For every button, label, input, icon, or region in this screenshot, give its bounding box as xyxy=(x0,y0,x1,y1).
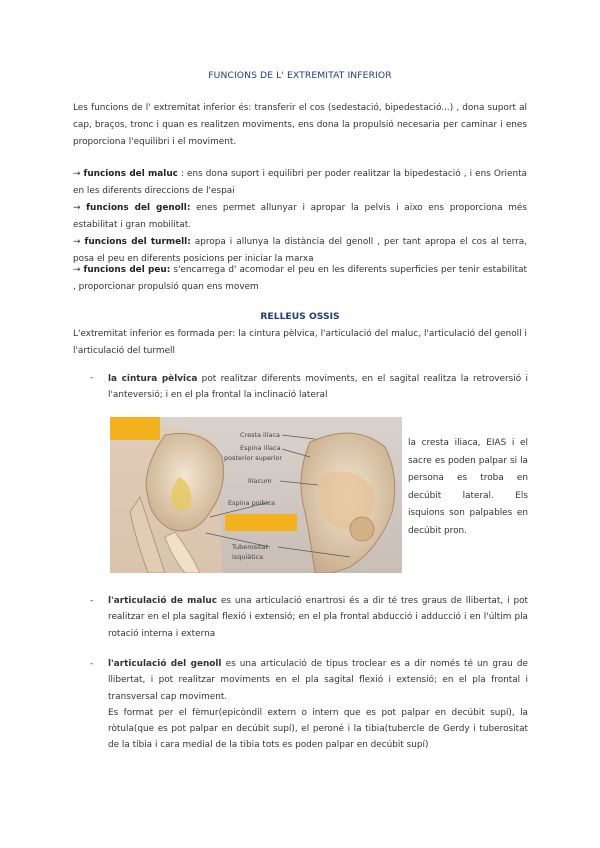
pelvis-illustration xyxy=(110,417,402,573)
bullet-term: l'articulació del genoll xyxy=(108,659,222,669)
function-text: : ens dona suport i equilibri per poder realitzar la bipedestació , i ens Orienta en les diferents direccions de l'espai xyxy=(73,169,527,196)
function-term: funcions del turmell: xyxy=(84,237,191,247)
page-title: FUNCIONS DE L' EXTREMITAT INFERIOR xyxy=(208,70,392,81)
bullet-term: la cintura pèlvica xyxy=(108,374,198,384)
figure-side-text: la cresta iliaca, EIAS i el sacre es poden palpar si la persona es troba en decúbit lateral. Els isquions son palpables en decúbit pron. xyxy=(408,438,528,536)
bullet-maluc xyxy=(108,593,528,642)
bullet-extra: Es format per el fèmur(epicòndil extern o intern que es pot palpar en decúbit supí), la ròtula(que es pot palpar en decúbit supí), el peroné i la tibia(tubercle de Gerdy i tuberositat de la tibia i cara medial de la tibia tots es poden palpar en decúbit supí) xyxy=(108,707,528,751)
section-subtitle: RELLEUS OSSIS xyxy=(260,311,340,322)
function-text: enes permet allunyar i apropar la pelvis i aixo ens proporciona més estabilitat i gran mobilitat. xyxy=(73,203,527,230)
figure-label: Tuberositat xyxy=(232,543,269,551)
bullet-text: pot realitzar diferents moviments, en el sagital realitza la retroversió i l'anteversió; i en el pla frontal la inclinació lateral xyxy=(108,374,529,401)
bullet-mark: - xyxy=(90,596,94,606)
bullet-term: l'articulació de maluc xyxy=(108,596,218,606)
arrow-icon: → xyxy=(73,265,81,275)
bullet-mark: - xyxy=(90,659,94,669)
pelvis-figure xyxy=(110,417,402,573)
function-peu xyxy=(73,262,527,296)
arrow-icon: → xyxy=(73,203,81,213)
figure-label: isquiàtica xyxy=(232,553,264,561)
figure-label: Ilíacum xyxy=(248,477,272,485)
bullet-text: es una articulació de tipus troclear es a dir només té un grau de llibertat, i pot realitzar moviments en el pla sagital flexió i extensió; en el pla frontal i transversal cap moviment. xyxy=(108,659,528,702)
bullet-mark: - xyxy=(90,373,94,383)
figure-label: Espina poibica xyxy=(228,499,275,507)
function-term: funcions del maluc xyxy=(83,169,178,179)
function-text: apropa i allunya la distància del genoll , per tant apropa el cos al terra, posa el peu en diferents posicions per iniciar la marxa xyxy=(73,237,527,264)
function-text: s'encarrega d' acomodar el peu en les diferents superficies per tenir estabilitat , proporcionar propulsió quan ens movem xyxy=(73,265,527,292)
arrow-icon: → xyxy=(73,169,81,179)
function-term: funcions del peu: xyxy=(83,265,171,275)
function-term: funcions del genoll: xyxy=(86,203,191,213)
bullet-text: es una articulació enartrosi és a dir té tres graus de llibertat, i pot realitzar en el pla sagital flexió i extensió; en el pla frontal abducció i adducció i en l'últim pla rotació interna i externa xyxy=(108,596,528,639)
highlight-box xyxy=(110,417,160,440)
highlight-box xyxy=(225,514,297,531)
function-maluc xyxy=(73,166,527,200)
figure-label: Espina ilíaca xyxy=(240,444,281,452)
figure-label: Cresta ilíaca xyxy=(240,431,281,439)
arrow-icon: → xyxy=(73,237,81,247)
function-genoll xyxy=(73,200,527,234)
bullet-cintura xyxy=(108,371,528,404)
figure-label: posterior superior xyxy=(224,454,282,462)
relleus-intro: L'extremitat inferior es formada per: la cintura pèlvica, l'articulació del maluc, l'articulació del genoll i l'articulació del turmell xyxy=(73,329,527,356)
intro-paragraph: Les funcions de l' extremitat inferior és: transferir el cos (sedestació, bipedestació...) , dona suport al cap, braços, tronc i quan es realitzen moviments, ens dona la propulsió necesaria per caminar i enes proporciona l'equilibri i el moviment. xyxy=(73,103,527,147)
bullet-genoll xyxy=(108,656,528,754)
